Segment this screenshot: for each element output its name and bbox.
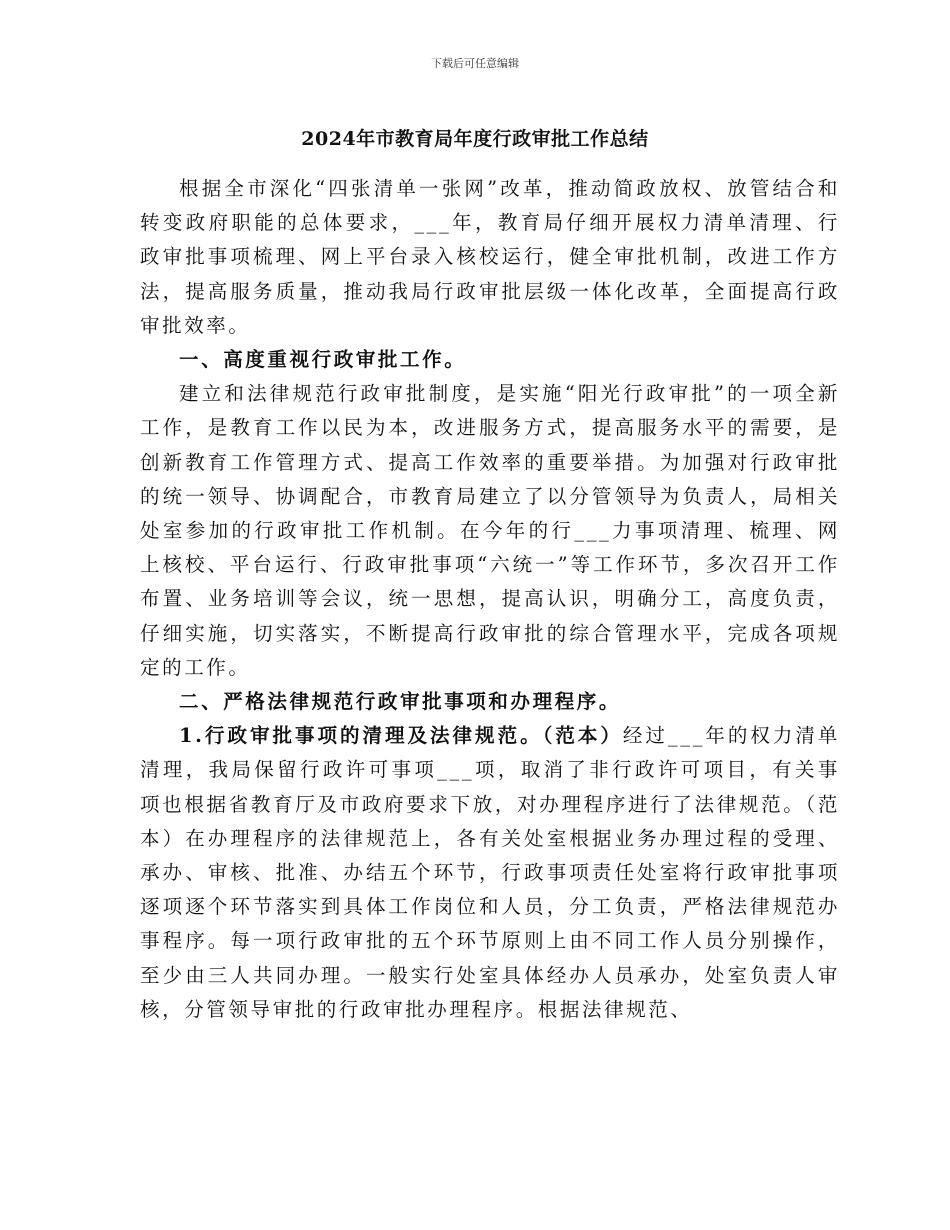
- document-title: 2024年市教育局年度行政审批工作总结: [301, 128, 649, 150]
- section-2-body-text: 经过___年的权力清单清理，我局保留行政许可事项___项，取消了非行政许可项目，有关事项也根据省教育厅及市政府要求下放，对办理程序进行了法律规范。（范本）在办理程序的法律规范上，各有关处室根据业务办理过程的受理、承办、审核、批准、办结五个环节，行政事项责任处室将行政审批事项逐项逐个环节落实到具体工作岗位和人员，分工负责，严格法律规范办事程序。每一项行政审批的五个环节原则上由不同工作人员分别操作，至少由三人共同办理。一般实行处室具体经办人员承办，处室负责人审核，分管领导审批的行政审批办理程序。根据法律规范、: [140, 724, 840, 1021]
- header-note: 下载后可任意编辑: [431, 57, 519, 70]
- section-2-sub-heading: 1.行政审批事项的清理及法律规范。（范本）: [179, 724, 623, 748]
- section-2-heading: 二、严格法律规范行政审批事项和办理程序。: [179, 690, 622, 714]
- section-2-paragraph: [140, 719, 840, 1027]
- section-1-paragraph: 建立和法律规范行政审批制度，是实施“阳光行政审批”的一项全新工作，是教育工作以民为本，改进服务方式，提高服务水平的需要，是创新教育工作管理方式、提高工作效率的重要举措。为加强对行政审批的统一领导、协调配合，市教育局建立了以分管领导为负责人，局相关处室参加的行政审批工作机制。在今年的行___力事项清理、梳理、网上核校、平台运行、行政审批事项“六统一”等工作环节，多次召开工作布置、业务培训等会议，统一思想，提高认识，明确分工，高度负责，仔细实施，切实落实，不断提高行政审批的综合管理水平，完成各项规定的工作。: [140, 382, 840, 679]
- intro-paragraph: 根据全市深化“四张清单一张网”改革，推动简政放权、放管结合和转变政府职能的总体要求，___年，教育局仔细开展权力清单清理、行政审批事项梳理、网上平台录入核校运行，健全审批机制，改进工作方法，提高服务质量，推动我局行政审批层级一体化改革，全面提高行政审批效率。: [140, 177, 840, 337]
- document-body: [140, 172, 840, 1027]
- section-1-heading: 一、高度重视行政审批工作。: [179, 348, 467, 372]
